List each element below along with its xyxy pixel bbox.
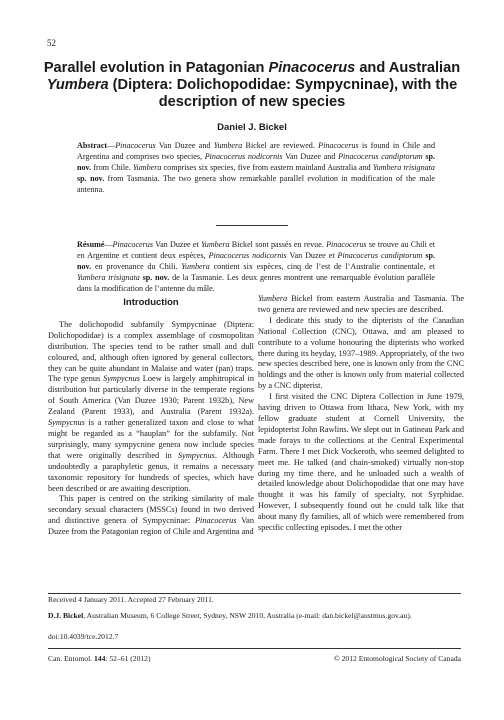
text-run: en provenance du Chili. <box>91 261 182 271</box>
text-run: Bickel are reviewed. <box>242 141 319 150</box>
title-part3: (Diptera: Dolichopodidae: Sympycninae), with the description of new species <box>108 77 458 110</box>
text-run: comprises six species, five from eastern mainland Australia and <box>161 162 373 172</box>
italic-term: Sympycnus <box>48 418 85 428</box>
text-run: is a rather generalized taxon and close to what might be regarded as a “hauplan” for the subfamily. Not surprisingly, many sympycnine genera now include species that were originally described in <box>48 418 254 460</box>
text-run: — <box>104 240 113 249</box>
italic-term: Pinacocerus <box>194 516 237 526</box>
text-run: from Chile. <box>91 162 133 172</box>
text-run: Bickel sont passés en revue. <box>229 240 327 249</box>
title-genus2: Yumbera <box>46 77 109 93</box>
italic-term: Sympycnus <box>103 374 140 384</box>
italic-term: Yumbera <box>201 240 230 249</box>
italic-term: Yumbera trisignata <box>77 272 140 282</box>
intro-paragraph-continued <box>258 294 464 316</box>
abstract-divider <box>216 225 288 226</box>
text-run: Van Duzee and <box>155 141 214 150</box>
bold-term: Résumé <box>77 240 105 249</box>
text-run: — <box>107 141 116 150</box>
text-run: contient six espèces, cinq de l’est de l’Australie continentale, et <box>209 261 435 271</box>
journal-name: Can. Entomol. <box>48 654 94 663</box>
text-run: Van Duzee et <box>286 250 338 260</box>
journal-citation <box>48 654 151 663</box>
title-part2: and Australian <box>355 60 461 76</box>
bold-term: sp. nov. <box>139 272 170 282</box>
intro-paragraph-1 <box>48 320 254 495</box>
italic-term: Pinacocerus <box>112 240 153 249</box>
text-run: from Tasmania. The two genera show remarkable parallel evolution in modification of the male antenna. <box>77 173 435 194</box>
abstract <box>77 141 435 196</box>
author-address <box>48 611 461 621</box>
text-run: Bickel from eastern Australia and Tasmania. The two genera are reviewed and new species are described. <box>258 294 464 314</box>
italic-term: Pinacocerus nodicornis <box>204 151 283 161</box>
text-run: . Although undoubtedly a paraphyletic genus, it remains a necessary taxonomic repository for hundreds of species, which have been described or are awaiting description. <box>48 450 255 493</box>
text-run: se trouve au Chili et en Argentine et contient deux espèces, <box>77 240 435 260</box>
doi: doi:10.4039/tce.2012.7 <box>48 632 119 641</box>
italic-term: Pinacocerus <box>326 240 367 249</box>
text-run: is found in Chile and Argentina and comprises two species, <box>77 141 435 161</box>
italic-term: Yumbera <box>132 162 162 172</box>
bold-term: sp. nov. <box>77 173 105 183</box>
text-run: Van Duzee et <box>153 240 202 249</box>
paper-title <box>40 60 464 111</box>
resume <box>77 240 435 295</box>
italic-term: Pinacocerus nodicornis <box>208 250 287 260</box>
author-name: Daniel J. Bickel <box>217 122 287 133</box>
left-column <box>48 294 254 538</box>
right-column <box>258 294 464 534</box>
received-dates: Received 4 January 2011. Accepted 27 February 2011. <box>48 595 214 604</box>
text-run: Van Duzee from the Patagonian region of Chile and Argentina and <box>48 516 255 537</box>
address-author: D.J. Bickel <box>48 611 84 620</box>
italic-term: Pinacocerus candiptorum <box>338 151 423 161</box>
italic-term: Yumbera <box>181 261 210 271</box>
intro-paragraph-2 <box>48 494 254 538</box>
intro-paragraph-3 <box>258 316 464 392</box>
journal-pages: : 52–61 (2012) <box>105 654 151 663</box>
footnote-divider <box>48 593 461 594</box>
journal-volume: 144 <box>93 654 106 663</box>
copyright: © 2012 Entomological Society of Canada <box>333 654 461 663</box>
italic-term: Yumbera <box>258 294 288 303</box>
bold-term: sp. nov. <box>77 250 435 271</box>
page-number: 52 <box>47 38 56 48</box>
footer-divider <box>48 648 461 649</box>
title-part1: Parallel evolution in Patagonian <box>43 60 269 76</box>
text-run: I dedicate this study to the dipterists of the Canadian National Collection (CNC), Ottawa, and am pleased to contribute to a volume honouring the dipterists who worked there during its heyday, 1937–1989. Appropriately, of the two new species described here, one is known only from the CNC holdings and the other is known only from material collected by a CNC dipterist. <box>258 315 464 391</box>
address-text: , Australian Museum, 6 College Street, Sydney, NSW 2010, Australia (e-mail: dan.bickel@austmus.gov.au). <box>83 611 412 620</box>
text-run: Loew is largely amphitropical in distribution but particularly diverse in the temperate regions of South America (Van Duzee 1930; Parent 1932b), New Zealand (Parent 1933), and Australia (Parent 1932a). <box>48 374 255 417</box>
bold-term: sp. nov. <box>77 151 435 172</box>
introduction-heading: Introduction <box>123 297 179 308</box>
text-run: Van Duzee and <box>282 151 339 161</box>
text-run: I first visited the CNC Diptera Collection in June 1979, having driven to Ottawa from Ithaca, New York, with my fellow graduate student at Cornell University, the lepidopterist John Rawlins. We slept out in Gatineau Park and made forays to the collections at the Central Experimental Farm. There I met Dick Vockeroth, who seemed delighted to meet me. He talked (and chain-smoked) virtually non-stop during my time there, and he unloaded such a wealth of detailed knowledge about Dolichopodidae that one may have thought it was his family of specialty, not Syrphidae. However, I subsequently found out he could talk like that about many fly families, all of which were remembered from specific collecting episodes. I met the other <box>258 392 464 533</box>
italic-term: Sympycnus <box>177 450 215 460</box>
italic-term: Pinacocerus candiptorum <box>337 250 423 260</box>
intro-paragraph-4 <box>258 392 464 534</box>
title-genus1: Pinacocerus <box>268 60 356 76</box>
italic-term: Pinacocerus <box>318 141 359 150</box>
text-run: de la Tasmanie. Les deux genres montrent une remarquable évolution parallèle dans la modification de l’antenne du mâle. <box>77 272 435 293</box>
italic-term: Yumbera <box>213 141 243 150</box>
text-run: The dolichopodid subfamily Sympycninae (Diptera: Dolichopodidae) is a complex assemblage of cosmopolitan distribution. The species tend to be rather small and dull coloured, and, although often ignored by general collectors, they can be quite abundant in Malaise and water (pan) traps. The type genus <box>48 319 254 384</box>
text-run: This paper is centred on the striking similarity of male secondary sexual characters (MSSCs) found in two derived and distinctive genera of Sympycninae: <box>48 494 254 526</box>
italic-term: Yumbera trisignata <box>372 162 435 172</box>
italic-term: Pinacocerus <box>115 141 156 150</box>
bold-term: Abstract <box>77 141 108 150</box>
